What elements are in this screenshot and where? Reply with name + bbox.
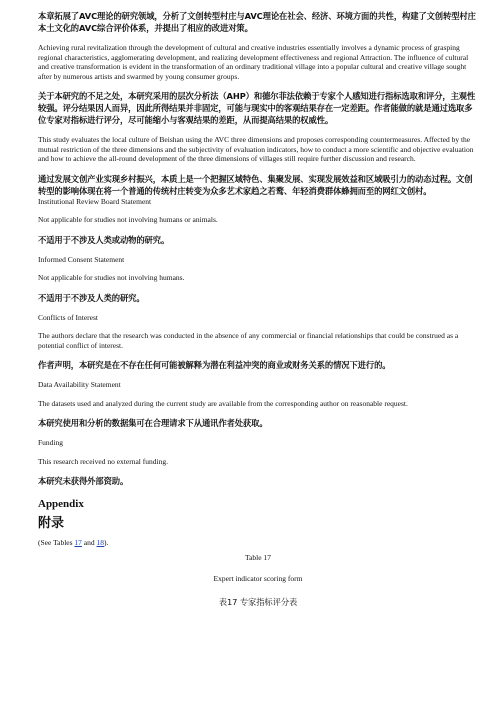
- informed-consent-text-en: Not applicable for studies not involving humans.: [38, 273, 185, 282]
- table-label: Table 17: [245, 552, 271, 562]
- appendix-heading-zh: 附录: [38, 516, 65, 531]
- informed-consent-heading: Informed Consent Statement: [38, 254, 125, 264]
- table-18-link[interactable]: 18: [96, 538, 105, 547]
- see-tables-suffix: ).: [104, 538, 109, 547]
- see-tables-note: [38, 538, 478, 548]
- conflicts-text-zh: 作者声明，本研究是在不存在任何可能被解释为潜在利益冲突的商业或财务关系的情况下进行的。: [38, 360, 391, 370]
- table-caption-en: Expert indicator scoring form: [213, 574, 303, 583]
- table-caption-zh: 表17 专家指标评分表: [218, 596, 298, 607]
- data-availability-text-zh: 本研究使用和分析的数据集可在合理请求下从通讯作者处获取。: [38, 418, 268, 428]
- paragraph-en-evaluation: This study evaluates the local culture of Beishan using the AVC three dimensions and proposes corresponding countermeasures. Affected by the mutual restriction of the three dimensions and the subjectivity of evaluation indicators, how to conduct a more scientific and objective evaluation and how to achieve the all-round development of the three dimensions of villages still require further discussion and research.: [38, 135, 474, 163]
- funding-text-zh: 本研究未获得外部资助。: [38, 476, 129, 486]
- irb-text-zh: 不适用于不涉及人类或动物的研究。: [38, 234, 170, 245]
- conflicts-text-en: The authors declare that the research was conducted in the absence of any commercial or financial relationships that could be construed as a potential conflict of interest.: [38, 331, 459, 350]
- data-availability-heading: Data Availability Statement: [38, 380, 121, 389]
- see-tables-prefix: (See Tables: [38, 538, 75, 547]
- paragraph-en-rural-revitalization: Achieving rural revitalization through the development of cultural and creative industries essentially involves a dynamic process of grasping regional characteristics, agglomerating development, and realizing development effectiveness and regional Attraction. The influence of cultural and creative transformation is evident in the transformation of an ordinary traditional village into a popular cultural and creative village sought after by numerous artists and swarmed by young consumer groups.: [38, 43, 469, 81]
- document-page: [38, 10, 478, 608]
- irb-text-en: Not applicable for studies not involving humans or animals.: [38, 215, 218, 224]
- paragraph-zh-limitations: 关于本研究的不足之处，本研究采用的层次分析法（AHP）和德尔菲法依赖于专家个人感知进行指标选取和评分，主观性较强。评分结果因人而异，因此所得结果并非固定，可能与现实中的客观结果存在一定差距。作者能做的就是通过选取多位专家对指标进行评分，尽可能缩小与客观结果的差距，从而提高结果的权威性。: [38, 91, 476, 125]
- paragraph-zh-intro: 本章拓展了AVC理论的研究领域，分析了文创转型村庄与AVC理论在社会、经济、环境方面的共性，构建了文创转型村庄本土文化的AVC综合评价体系，并提出了相应的改进对策。: [38, 11, 476, 33]
- informed-consent-text-zh: 不适用于不涉及人类的研究。: [38, 292, 145, 303]
- data-availability-text-en: The datasets used and analyzed during the current study are available from the corresponding author on reasonable request.: [38, 398, 408, 408]
- see-tables-and: and: [81, 538, 97, 547]
- table-17-link[interactable]: 17: [74, 538, 82, 547]
- conflicts-heading: Conflicts of Interest: [38, 312, 98, 322]
- funding-heading: Funding: [38, 438, 64, 447]
- paragraph-zh-revitalization: 通过发展文创产业实现乡村振兴，本质上是一个把握区域特色、集聚发展、实现发展效益和区域吸引力的动态过程。文创转型的影响体现在将一个普通的传统村庄转变为众多艺术家趋之若鹜、年轻消费群体蜂拥而至的网红文创村。: [38, 173, 473, 196]
- appendix-heading-en: Appendix: [38, 498, 84, 510]
- irb-heading: Institutional Review Board Statement: [38, 196, 152, 206]
- funding-text-en: This research received no external funding.: [38, 456, 168, 466]
